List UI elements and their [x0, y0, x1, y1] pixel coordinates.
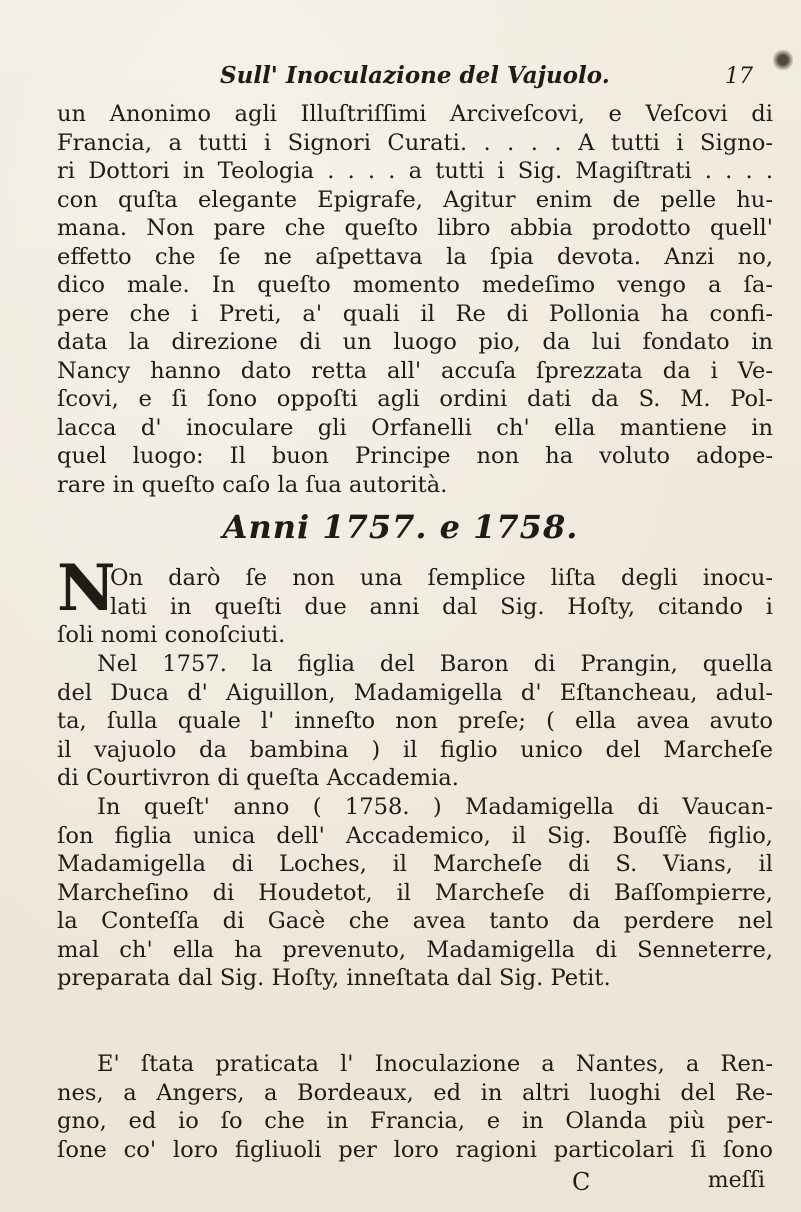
- text-line: mal ch' ella ha prevenuto, Madamigella di Senneterre,: [57, 936, 773, 963]
- text-line: gno, ed io ſo che in Francia, e in Olanda più per-: [57, 1108, 773, 1134]
- text-line: pere che i Preti, a' quali il Re di Pollonia ha confi-: [57, 300, 773, 327]
- text-line: lati in queſti due anni dal Sig. Hoſty, citando i: [110, 593, 773, 620]
- page-number: 17: [725, 64, 753, 89]
- text-line: Francia, a tutti i Signori Curati. . . . . A tutti i Signo-: [57, 129, 773, 156]
- text-line: rare in queſto caſo la ſua autorità.: [57, 471, 448, 498]
- running-head: Sull' Inoculazione del Vajuolo.: [220, 62, 610, 89]
- paragraph-2: [110, 564, 773, 621]
- text-line: Madamigella di Loches, il Marcheſe di S. Vians, il: [57, 851, 773, 877]
- signature-mark: C: [572, 1168, 591, 1196]
- text-line: ſone co' loro figliuoli per loro ragioni particolari ſi ſono: [57, 1136, 773, 1163]
- text-line: effetto che ſe ne aſpettava la ſpia devota. Anzi no,: [57, 243, 773, 270]
- text-line: Nel 1757. la figlia del Baron di Prangin, quella: [97, 651, 773, 677]
- paragraph-5: [57, 1050, 773, 1164]
- text-line: lacca d' inoculare gli Orfanelli ch' ella mantiene in: [57, 414, 773, 441]
- section-title: Anni 1757. e 1758.: [222, 508, 579, 546]
- text-line: quel luogo: Il buon Principe non ha voluto adope-: [57, 443, 773, 469]
- text-line: un Anonimo agli Illuſtriſſimi Arciveſcovi, e Veſcovi di: [57, 101, 773, 127]
- text-line: dico male. In queſto momento medeſimo vengo a ſa-: [57, 272, 773, 298]
- text-line: nes, a Angers, a Bordeaux, ed in altri luoghi del Re-: [57, 1079, 773, 1106]
- text-line: Marcheſino di Houdetot, il Marcheſe di Baſſompierre,: [57, 879, 773, 906]
- text-line: Nancy hanno dato retta all' accuſa ſprezzata da i Ve-: [57, 357, 773, 384]
- text-line: del Duca d' Aiguillon, Madamigella d' Eſtancheau, adul-: [57, 679, 773, 706]
- text-line: On darò ſe non una ſemplice liſta degli inocu-: [110, 565, 773, 591]
- text-line: il vajuolo da bambina ) il figlio unico del Marcheſe: [57, 736, 773, 763]
- page-header: [60, 62, 779, 92]
- text-line: con quſta elegante Epigrafe, Agitur enim de pelle hu-: [57, 186, 773, 213]
- text-line: ſon figlia unica dell' Accademico, il Sig. Bouſſè figlio,: [57, 822, 773, 849]
- text-line: ſcovi, e ſi ſono oppoſti agli ordini dati da S. M. Pol-: [57, 386, 773, 412]
- text-line: data la direzione di un luogo pio, da lui fondato in: [57, 329, 773, 355]
- catchword: meſſi: [707, 1168, 765, 1193]
- text-line: mana. Non pare che queſto libro abbia prodotto quell': [57, 215, 773, 241]
- text-line: ta, ſulla quale l' inneſto non preſe; ( ella avea avuto: [57, 708, 773, 734]
- text-line: di Courtivron di queſta Accademia.: [57, 765, 459, 791]
- paragraph-2-end: [57, 621, 773, 650]
- text-line: ſoli nomi conoſciuti.: [57, 622, 286, 648]
- text-line: E' ſtata praticata l' Inoculazione a Nantes, a Ren-: [97, 1051, 773, 1077]
- text-line: la Conteſſa di Gacè che avea tanto da perdere nel: [57, 908, 773, 934]
- text-line: In queſt' anno ( 1758. ) Madamigella di Vaucan-: [97, 794, 773, 820]
- text-line: preparata dal Sig. Hoſty, inneſtata dal Sig. Petit.: [57, 965, 611, 991]
- paragraph-3: [57, 650, 773, 793]
- paragraph-4: [57, 793, 773, 993]
- paragraph-1: [57, 100, 773, 499]
- drop-cap: N: [57, 551, 116, 626]
- text-line: ri Dottori in Teologia . . . . a tutti i Sig. Magiſtrati . . . .: [57, 158, 773, 184]
